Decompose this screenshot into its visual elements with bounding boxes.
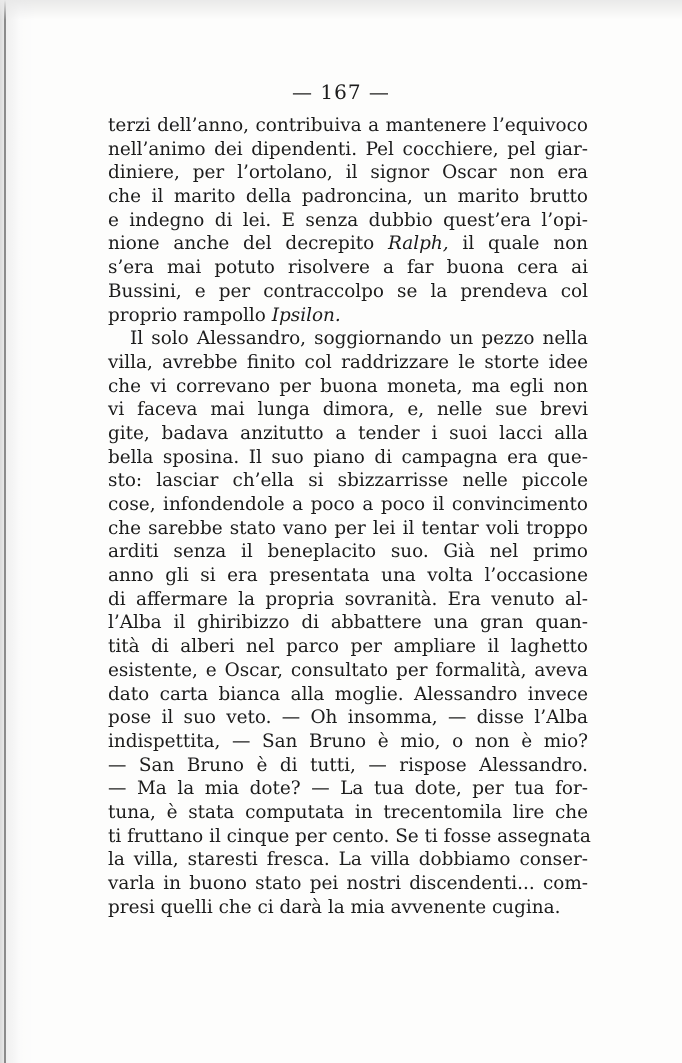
text-line (108, 304, 588, 328)
text-line: villa, avrebbe finito col raddrizzare le storte idee (108, 351, 588, 373)
text-run: il quale non (448, 233, 588, 255)
italic-name: Ipsilon. (271, 304, 341, 326)
text-line: indispettita, — San Bruno è mio, o non è mio? (108, 730, 588, 752)
text-run: proprio rampollo (108, 304, 272, 326)
text-line: la villa, staresti fresca. La villa dobbiamo conser- (108, 849, 588, 871)
text-line: tuna, è stata computata in trecentomila lire che (108, 801, 588, 823)
text-line: e indegno di lei. E senza dubbio quest’era l’opi- (108, 209, 588, 231)
text-line: nell’animo dei dipendenti. Pel cocchiere, pel giar- (108, 138, 588, 160)
text-line: anno gli si era presentata una volta l’occasione (108, 565, 588, 587)
text-line: che vi correvano per buona moneta, ma egli non (108, 375, 588, 397)
text-line: presi quelli che ci darà la mia avvenente cugina. (108, 896, 561, 918)
text-line: varla in buono stato pei nostri discendenti... com- (108, 873, 588, 894)
text-line: arditi senza il beneplacito suo. Già nel primo (108, 541, 588, 563)
paragraph (108, 327, 591, 919)
text-line: tità di alberi nel parco per ampliare il laghetto (108, 636, 588, 658)
text-line: che il marito della padroncina, un marito brutto (108, 186, 588, 208)
page-top-shadow (0, 0, 682, 20)
text-line: terzi dell’anno, contribuiva a mantenere l’equivoco (108, 115, 588, 136)
text-line: Il solo Alessandro, soggiornando un pezzo nella (130, 328, 588, 350)
body-text (108, 114, 591, 919)
text-line: di affermare la propria sovranità. Era venuto al- (108, 588, 588, 610)
italic-name: Ralph, (388, 233, 449, 255)
paragraph (108, 114, 588, 327)
binding-edge (4, 0, 6, 1063)
text-line: l’Alba il ghiribizzo di abbattere una gran quan- (108, 612, 588, 634)
text-line: dato carta bianca alla moglie. Alessandro invece (108, 683, 588, 705)
text-line: gite, badava anzitutto a tender i suoi lacci alla (108, 422, 588, 444)
text-run: nione anche del decrepito (108, 233, 389, 255)
text-line: che sarebbe stato vano per lei il tentar voli troppo (108, 517, 588, 539)
text-line: Bussini, e per contraccolpo se la prendeva col (108, 280, 588, 302)
text-line: — San Bruno è di tutti, — rispose Alessandro. (108, 754, 588, 776)
text-line: bella sposina. Il suo piano di campagna era que- (108, 446, 588, 468)
page-number: — 167 — (292, 80, 390, 104)
text-line: sto: lasciar ch’ella si sbizzarrisse nelle piccole (108, 470, 588, 492)
text-line: pose il suo veto. — Oh insomma, — disse l’Alba (108, 707, 588, 729)
text-line: esistente, e Oscar, consultato per formalità, aveva (108, 659, 588, 681)
text-line: — Ma la mia dote? — La tua dote, per tua for- (108, 778, 588, 800)
text-line: vi faceva mai lunga dimora, e, nelle sue brevi (108, 399, 588, 421)
text-line: cose, infondendole a poco a poco il convincimento (108, 494, 588, 515)
text-line (108, 232, 588, 256)
text-line: diniere, per l’ortolano, il signor Oscar non era (108, 162, 588, 184)
text-line: s’era mai potuto risolvere a far buona cera ai (108, 257, 588, 279)
text-line: ti fruttano il cinque per cento. Se ti fosse assegnata (108, 825, 591, 847)
